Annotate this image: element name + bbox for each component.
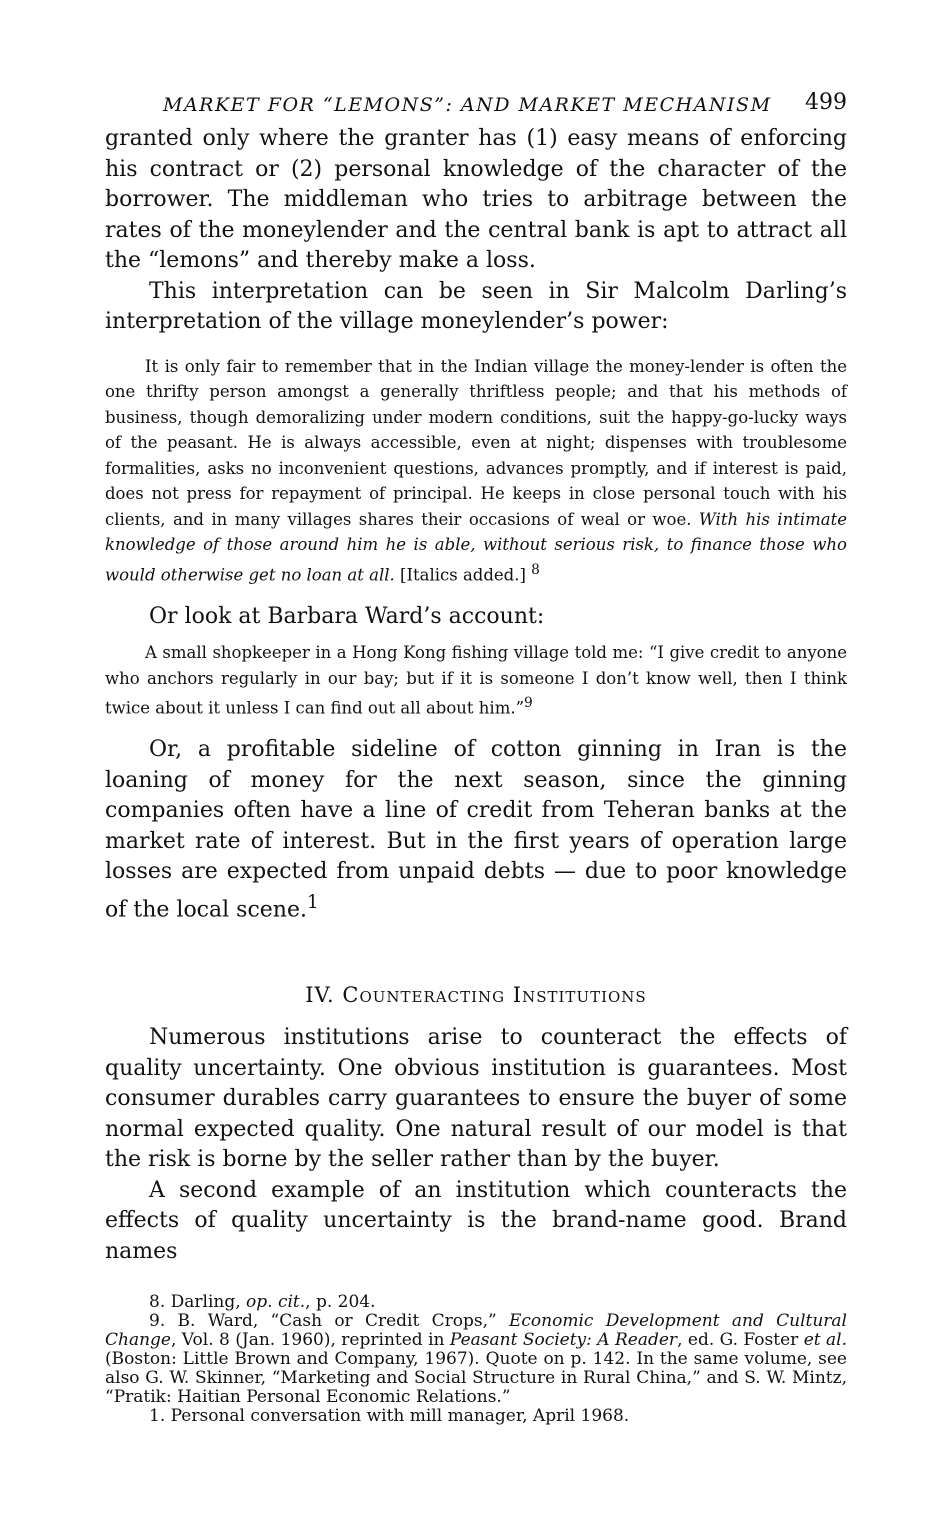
paragraph-darling-intro: This interpretation can be seen in Sir Malcolm Darling’s interpretation of the village moneylender’s power:	[105, 278, 847, 334]
footnote-9-e: , ed. G. Foster	[677, 1330, 799, 1351]
paragraph-guarantees: Numerous institutions arise to counteract the effects of quality uncertainty. One obvious institution is guarantees. Most consumer durables carry guarantees to ensure the buyer of some normal expected quality. One natural result of our model is that the risk is borne by the seller rather than by the buyer.	[105, 1025, 847, 1173]
quote-darling-italic: With his intimate knowledge of those around him he is able, without serious risk, to finance those who would otherwise get no loan at all.	[105, 509, 847, 584]
footnote-ref-9: 9	[524, 695, 533, 711]
quote-ward-text	[105, 640, 847, 721]
paragraph-brand-names: A second example of an institution which counteracts the effects of quality uncertainty is the brand-name good. Brand names	[105, 1177, 847, 1264]
block-quote-ward	[105, 640, 847, 721]
footnote-8-c: , p. 204.	[305, 1292, 376, 1313]
footnote-9-c: , Vol. 8 (Jan. 1960), reprinted in	[170, 1330, 445, 1351]
quote-ward-body: A small shopkeeper in a Hong Kong fishing village told me: “I give credit to anyone who anchors regularly in our bay; but if it is someone I don’t know well, then I think twice about it unless I can find out all about him.”	[105, 643, 847, 718]
running-head-title: MARKET FOR “LEMONS”: AND MARKET MECHANISM	[163, 94, 772, 116]
quote-darling-text	[105, 354, 847, 588]
block-quote-darling	[105, 354, 847, 588]
footnote-8-b: op. cit.	[246, 1292, 306, 1313]
paragraph-iran-text: Or, a profitable sideline of cotton ginning in Iran is the loaning of money for the next season, since the ginning companies often have a line of credit from Teheran banks at the market rate of interest. But in the first years of operation large losses are expected from unpaid debts — due to poor knowledge of the local scene.	[105, 737, 847, 922]
paragraph-iran	[105, 735, 847, 925]
quote-darling-body: It is only fair to remember that in the Indian village the money-lender is often the one thrifty person amongst a generally thriftless people; and that his methods of business, though demoralizing under modern conditions, suit the happy-go-lucky ways of the peasant. He is always accessible, even at night; dispenses with troublesome formalities, asks no inconvenient questions, advances promptly, and if interest is paid, does not press for repayment of principal. He keeps in close personal touch with his clients, and in many villages shares their occasions of weal or woe.	[105, 356, 847, 529]
page	[105, 88, 847, 1426]
footnotes	[105, 1293, 847, 1426]
footnote-8-a: 8. Darling,	[149, 1292, 241, 1313]
page-number: 499	[805, 90, 847, 115]
footnote-ref-1: 1	[306, 891, 319, 913]
footnote-ref-8: 8	[531, 561, 540, 578]
paragraph-ward-intro: Or look at Barbara Ward’s account:	[149, 603, 545, 629]
running-head	[105, 88, 847, 124]
footnote-9	[105, 1312, 847, 1407]
quote-darling-tail: [Italics added.]	[400, 565, 526, 584]
footnote-1: 1. Personal conversation with mill manager, April 1968.	[149, 1406, 630, 1427]
footnote-8	[105, 1293, 847, 1312]
section-heading: IV. Counteracting Institutions	[305, 983, 647, 1008]
footnote-9-a: 9. B. Ward, “Cash or Credit Crops,”	[149, 1311, 497, 1332]
footnote-9-f: et al.	[803, 1330, 847, 1351]
footnote-9-b: Economic Development and Cultural Change	[105, 1311, 847, 1351]
footnote-9-d: Peasant Society: A Reader	[449, 1330, 678, 1351]
footnote-9-g: (Boston: Little Brown and Company, 1967). Quote on p. 142. In the same volume, see also G. W. Skinner, “Marketing and Social Structure in Rural China,” and S. W. Mintz, “Pratik: Haitian Personal Economic Relations.”	[105, 1349, 847, 1408]
paragraph-continued: granted only where the granter has (1) easy means of enforcing his contract or (2) personal knowledge of the character of the borrower. The middleman who tries to arbitrage between the rates of the moneylender and the central bank is apt to attract all the “lemons” and thereby make a loss.	[105, 126, 847, 273]
